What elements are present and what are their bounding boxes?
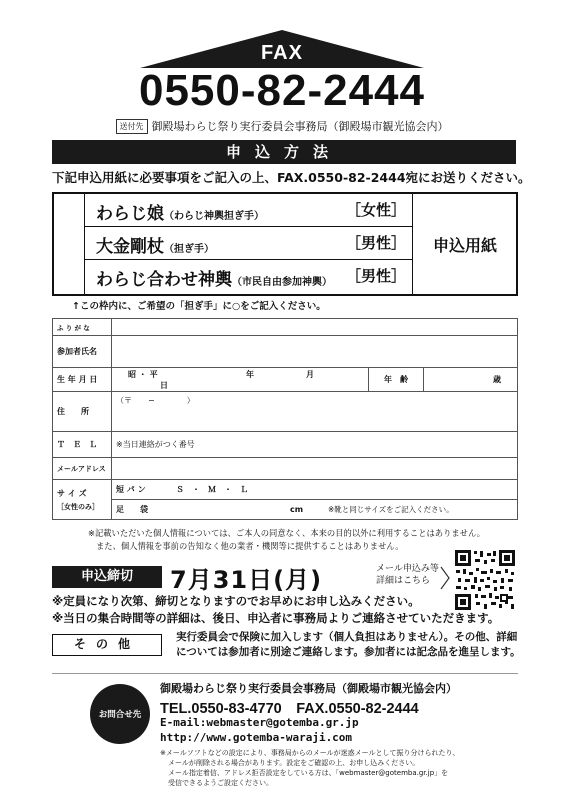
name-label: 参加者氏名	[53, 336, 112, 368]
destination-text: 御殿場わらじ祭り実行委員会事務局（御殿場市観光協会内）	[151, 120, 449, 133]
shorts-label: 短 パ ン	[116, 485, 146, 494]
roles-note: ↑この枠内に、ご希望の「担ぎ手」に○をご記入ください。	[72, 301, 326, 312]
address-label: 住 所	[53, 392, 112, 432]
name-field[interactable]	[112, 336, 518, 368]
role-sub: （市民自由参加神輿）	[232, 277, 332, 288]
roles-box	[52, 192, 518, 296]
role-row-waraji-musume[interactable]	[84, 194, 412, 227]
role-name: わらじ合わせ神輿	[96, 270, 232, 290]
contact-email[interactable]: E-mail:webmaster@gotemba.gr.jp	[160, 716, 359, 729]
age-field[interactable]	[424, 368, 518, 392]
apply-form-label: 申込用紙	[412, 194, 517, 294]
role-gender: ［男性］	[345, 267, 406, 285]
contact-org: 御殿場わらじ祭り実行委員会事務局（御殿場市観光協会内）	[160, 682, 457, 695]
shoe-size-note: ※靴と同じサイズをご記入ください。	[328, 505, 454, 514]
size-label: サ イ ズ	[57, 488, 87, 498]
method-title-bar: 申込方法	[52, 140, 516, 164]
fineprint-line-3: メール指定着信、アドレス拒否設定をしている方は、「webmaster@gotemba.gr.jp」を	[168, 769, 449, 777]
online-hint	[376, 563, 439, 587]
shorts-field[interactable]	[112, 480, 518, 500]
shorts-sizes: Ｓ ・ Ｍ ・ Ｌ	[176, 485, 248, 494]
form-row-birthdate	[53, 368, 518, 392]
role-row-waraji-awase[interactable]	[84, 260, 412, 293]
form-row-tel	[53, 432, 518, 458]
birthdate-field[interactable]	[112, 368, 369, 392]
privacy-line-1: ※記載いただいた個人情報については、ご本人の同意なく、本来の目的以外に利用することはありません。	[88, 528, 486, 538]
era-text: 昭 ・ 平	[128, 369, 158, 379]
form-row-furigana	[53, 319, 518, 336]
tabi-label: 足 袋	[116, 505, 148, 514]
form-row-tabi	[53, 500, 518, 520]
contact-tel-fax: TEL.0550-83-4770 FAX.0550-82-2444	[160, 701, 419, 717]
age-unit: 歳	[493, 375, 501, 384]
address-field[interactable]	[112, 392, 518, 432]
birthdate-label: 生 年 月 日	[53, 368, 112, 392]
size-label-cell	[53, 480, 112, 520]
deadline-date: 7月31日(月)	[170, 566, 323, 594]
email-label: メールアドレス	[53, 458, 112, 480]
chevron-right-icon	[440, 566, 450, 590]
role-selection-column[interactable]	[54, 194, 85, 294]
destination-row	[0, 118, 564, 134]
furigana-field[interactable]	[112, 319, 518, 336]
privacy-line-2: また、個人情報を事前の告知なく他の業者・機関等に提供することはありません。	[96, 541, 404, 551]
contact-badge: お問合せ先	[90, 684, 150, 744]
fineprint-line-2: メールが削除される場合があります。設定をご確認の上、お申し込みください。	[168, 759, 420, 767]
method-instruction: 下記申込用紙に必要事項をご記入の上、FAX.0550-82-2444宛にお送りください。	[52, 170, 531, 185]
email-field[interactable]	[112, 458, 518, 480]
fineprint-line-4: 受信できるようご設定ください。	[168, 779, 273, 787]
role-row-daikongo[interactable]	[84, 227, 412, 260]
deadline-note-2: ※当日の集合時間等の詳細は、後日、申込者に事務局よりご連絡させていただきます。	[52, 611, 500, 625]
contact-url[interactable]: http://www.gotemba-waraji.com	[160, 731, 353, 744]
online-hint-line-1: メール申込み等	[376, 564, 439, 574]
role-name: 大金剛杖	[96, 237, 164, 257]
role-name: わらじ娘	[96, 204, 164, 224]
role-gender: ［女性］	[345, 201, 406, 219]
contact-fineprint	[160, 748, 520, 788]
form-row-email	[53, 458, 518, 480]
role-sub: （わらじ神輿担ぎ手）	[164, 211, 264, 222]
tel-label: Ｔ Ｅ Ｌ	[53, 432, 112, 458]
tel-field[interactable]	[112, 432, 518, 458]
fax-label: FAX	[261, 42, 303, 64]
application-form	[52, 318, 518, 520]
fax-number: 0550-82-2444	[138, 66, 425, 115]
cm-unit: cm	[290, 505, 304, 514]
size-sublabel: ［女性のみ］	[57, 502, 99, 511]
form-row-address	[53, 392, 518, 432]
postal-code-text: （〒 − ）	[116, 396, 195, 405]
destination-badge: 送付先	[116, 119, 148, 134]
month-unit: 月	[306, 369, 314, 379]
qr-code[interactable]	[454, 549, 516, 611]
role-gender: ［男性］	[345, 234, 406, 252]
other-label: その他	[73, 637, 140, 651]
form-row-name	[53, 336, 518, 368]
tel-note: ※当日連絡がつく番号	[116, 440, 195, 449]
fineprint-line-1: ※メールソフトなどの設定により、事務局からのメールが迷惑メールとして振り分けられたり、	[160, 749, 460, 757]
role-sub: （担ぎ手）	[164, 244, 214, 255]
deadline-note-1: ※定員になり次第、締切となりますのでお早めにお申し込みください。	[52, 594, 420, 608]
online-hint-line-2: 詳細はこちら	[376, 576, 431, 586]
furigana-label: ふ り が な	[53, 319, 112, 336]
other-label-box	[52, 634, 162, 656]
other-text: 実行委員会で保険に加入します（個人負担はありません）。その他、詳細については参加者に別途ご連絡します。参加者には記念品を進呈します。	[176, 631, 521, 658]
divider	[52, 673, 518, 674]
day-unit: 日	[160, 380, 168, 390]
deadline-label: 申込締切	[52, 566, 162, 588]
tabi-field[interactable]	[112, 500, 518, 520]
age-label: 年 齢	[369, 368, 424, 392]
form-row-shorts	[53, 480, 518, 500]
year-unit: 年	[246, 369, 254, 379]
